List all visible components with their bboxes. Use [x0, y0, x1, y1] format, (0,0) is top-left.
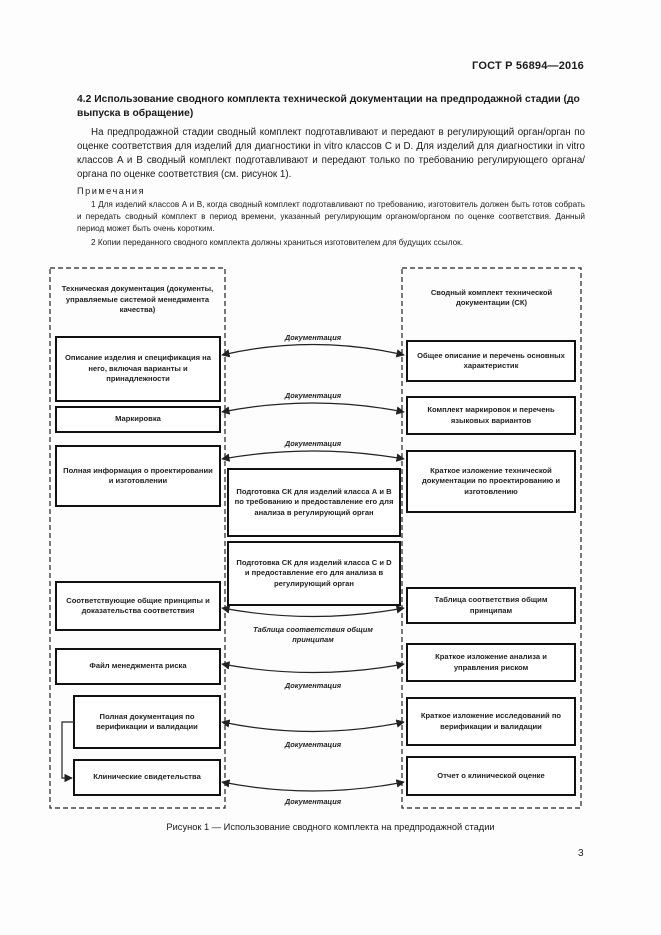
left-box-2-text: Маркировка: [115, 414, 161, 424]
section-title: Использование сводного комплекта технической документации на предпродажной стадии (до выпуска в обращение): [77, 94, 580, 119]
section-number: 4.2: [77, 94, 92, 105]
left-box-7-text: Клинические свидетельства: [93, 772, 201, 782]
note-1: 1 Для изделий классов А и В, когда сводный комплект подготавливают по требованию, изготовитель должен быть готов собрать и передать сводный комплект в период времени, указанный регулирующим органом/органом по оценке соответствия. Данный период может быть очень коротким.: [77, 200, 585, 233]
left-frame-header: Техническая документация (документы, управляемые системой менеджмента качества): [61, 284, 214, 315]
right-box-3-text: Краткое изложение технической документации по проектированию и изготовлению: [421, 465, 561, 496]
arrow-1: [222, 345, 404, 356]
paragraph-1: На предпродажной стадии сводный комплект подготавливают и передают в регулирующий орган/орган по оценке соответствия для изделий для диагностики in vitro классов C и D. Для изделий для диагностики in vitro классов A и B сводный комплект подготавливают и передают только по требованию регулирующего органа/органа по оценке соответствия (см. рисунок 1).: [77, 127, 585, 180]
left-box-5-text: Файл менеджмента риска: [89, 661, 187, 671]
right-box-1-text: Общее описание и перечень основных характеристик: [417, 350, 565, 370]
right-frame-header: Сводный комплект технической документации (СК): [430, 287, 553, 307]
page-number: 3: [578, 848, 584, 859]
arrow-label-2: Документация: [284, 391, 342, 400]
arrow-4: [222, 608, 404, 617]
arrow-7: [222, 782, 404, 791]
arrow-5: [222, 664, 404, 673]
arrow-3: [222, 451, 404, 459]
right-box-4-text: Таблица соответствия общим принципам: [434, 595, 548, 615]
arrow-2: [222, 403, 404, 412]
right-box-5-text: Краткое изложение анализа и управления риском: [435, 652, 547, 672]
right-box-6-text: Краткое изложение исследований по верификации и валидации: [420, 711, 562, 731]
arrow-label-7: Документация: [284, 797, 342, 806]
document-header: ГОСТ Р 56894—2016: [472, 60, 584, 72]
arrow-label-4: Таблица соответствия общим принципам: [253, 625, 373, 644]
arrow-label-1: Документация: [284, 333, 342, 342]
arrow-label-6: Документация: [284, 740, 342, 749]
center-box-1-text: Подготовка СК для изделий класса А и В по требованию и предоставление его для анализа в регулирующий орган: [234, 486, 394, 517]
arrow-6: [222, 722, 404, 732]
notes-title: Примечания: [77, 186, 146, 196]
arrow-label-3: Документация: [284, 439, 342, 448]
arrow-label-5: Документация: [284, 681, 342, 690]
figure-caption: Рисунок 1 — Использование сводного комплекта на предпродажной стадии: [166, 822, 495, 832]
connector-left: [62, 722, 74, 778]
note-2: 2 Копии переданного сводного комплекта должны храниться изготовителем для будущих ссылок.: [91, 238, 463, 247]
left-box-1-text: Описание изделия и спецификация на него, включая варианты и принадлежности: [65, 353, 211, 384]
center-box-2-text: Подготовка СК для изделий класса С и D и предоставление его для анализа в регулирующий орган: [236, 557, 392, 588]
left-box-4-text: Соответствующие общие принципы и доказательства соответствия: [66, 595, 210, 615]
right-box-2-text: Комплект маркировок и перечень языковых вариантов: [427, 405, 555, 425]
right-box-7-text: Отчет о клинической оценке: [437, 770, 545, 780]
left-box-3-text: Полная информация о проектировании и изготовлении: [63, 465, 213, 485]
left-box-6-text: Полная документация по верификации и валидации: [96, 711, 198, 731]
